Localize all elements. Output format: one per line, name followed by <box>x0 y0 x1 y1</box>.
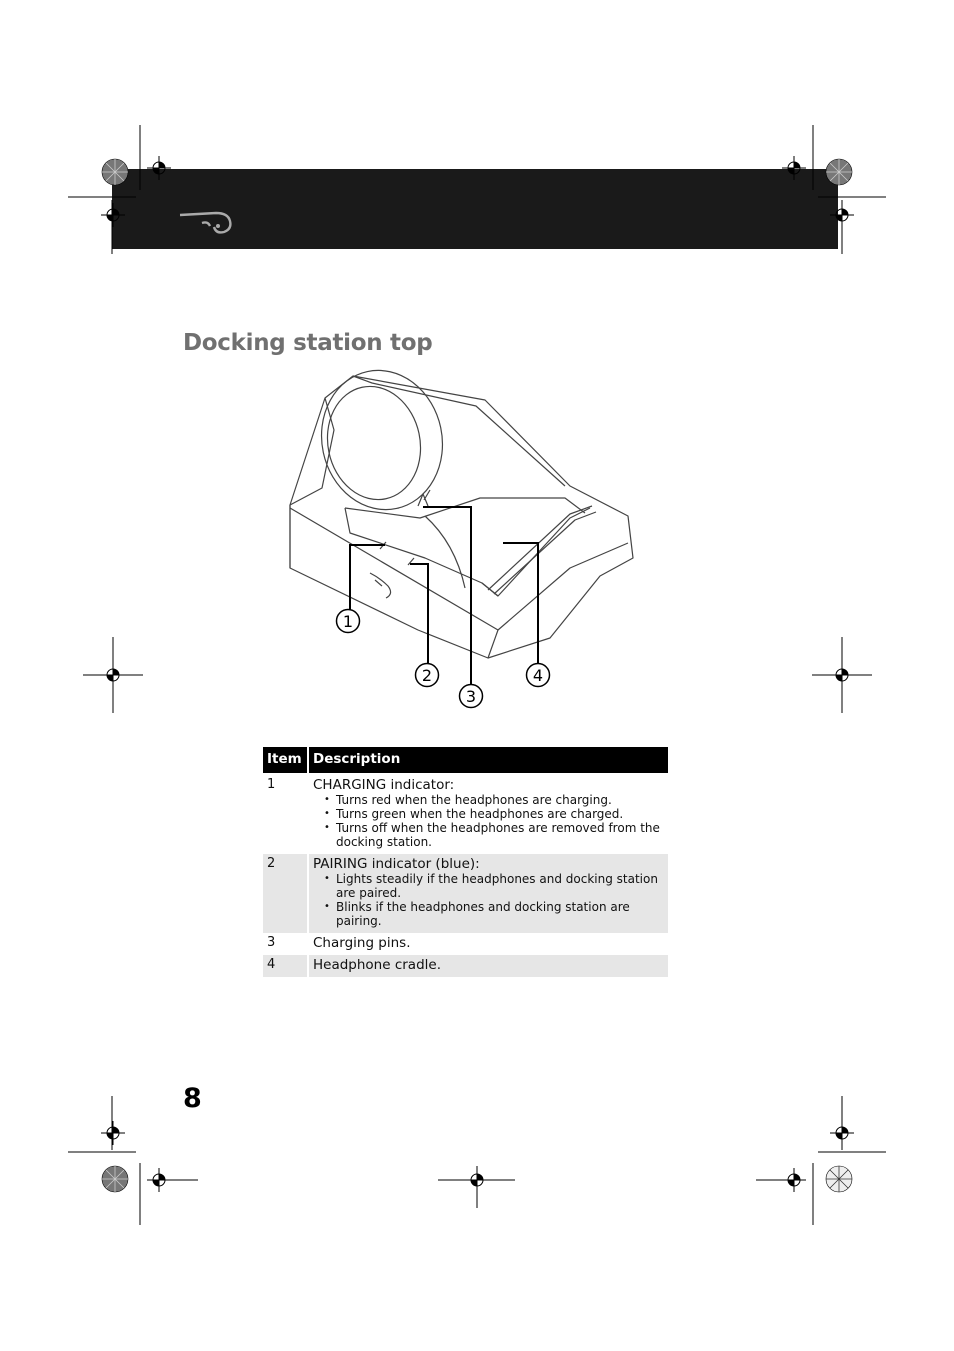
bullet-list <box>313 793 664 849</box>
header-item: Item <box>263 747 308 773</box>
docking-station-illustration <box>270 368 690 718</box>
bullet-list <box>313 872 664 928</box>
callout-4-label: 4 <box>532 666 544 685</box>
callout-3-label: 3 <box>465 687 477 706</box>
item-number: 3 <box>263 933 308 955</box>
description-text: CHARGING indicator: <box>313 777 455 793</box>
description-text: Charging pins. <box>313 935 411 951</box>
table-header-row <box>263 747 668 773</box>
page-number: 8 <box>183 1083 202 1114</box>
callout-2-label: 2 <box>421 666 433 685</box>
items-table <box>263 747 668 977</box>
callout-1-label: 1 <box>342 612 354 631</box>
item-number: 2 <box>263 854 308 933</box>
section-title: Docking station top <box>183 330 433 356</box>
table-row <box>263 955 668 977</box>
item-description <box>308 854 668 933</box>
item-description <box>308 933 668 955</box>
table-row <box>263 933 668 955</box>
header-description: Description <box>308 747 668 773</box>
item-description <box>308 955 668 977</box>
bullet-item: • Turns red when the headphones are charging. <box>336 793 664 807</box>
table-row <box>263 773 668 854</box>
bullet-item: • Lights steadily if the headphones and docking station are paired. <box>336 872 664 900</box>
item-number: 1 <box>263 773 308 854</box>
item-description <box>308 773 668 854</box>
bullet-item: • Turns green when the headphones are charged. <box>336 807 664 821</box>
item-number: 4 <box>263 955 308 977</box>
bullet-item: • Blinks if the headphones and docking station are pairing. <box>336 900 664 928</box>
bullet-item: • Turns off when the headphones are removed from the docking station. <box>336 821 664 849</box>
description-text: Headphone cradle. <box>313 957 441 973</box>
table-row <box>263 854 668 933</box>
description-text: PAIRING indicator (blue): <box>313 856 480 872</box>
